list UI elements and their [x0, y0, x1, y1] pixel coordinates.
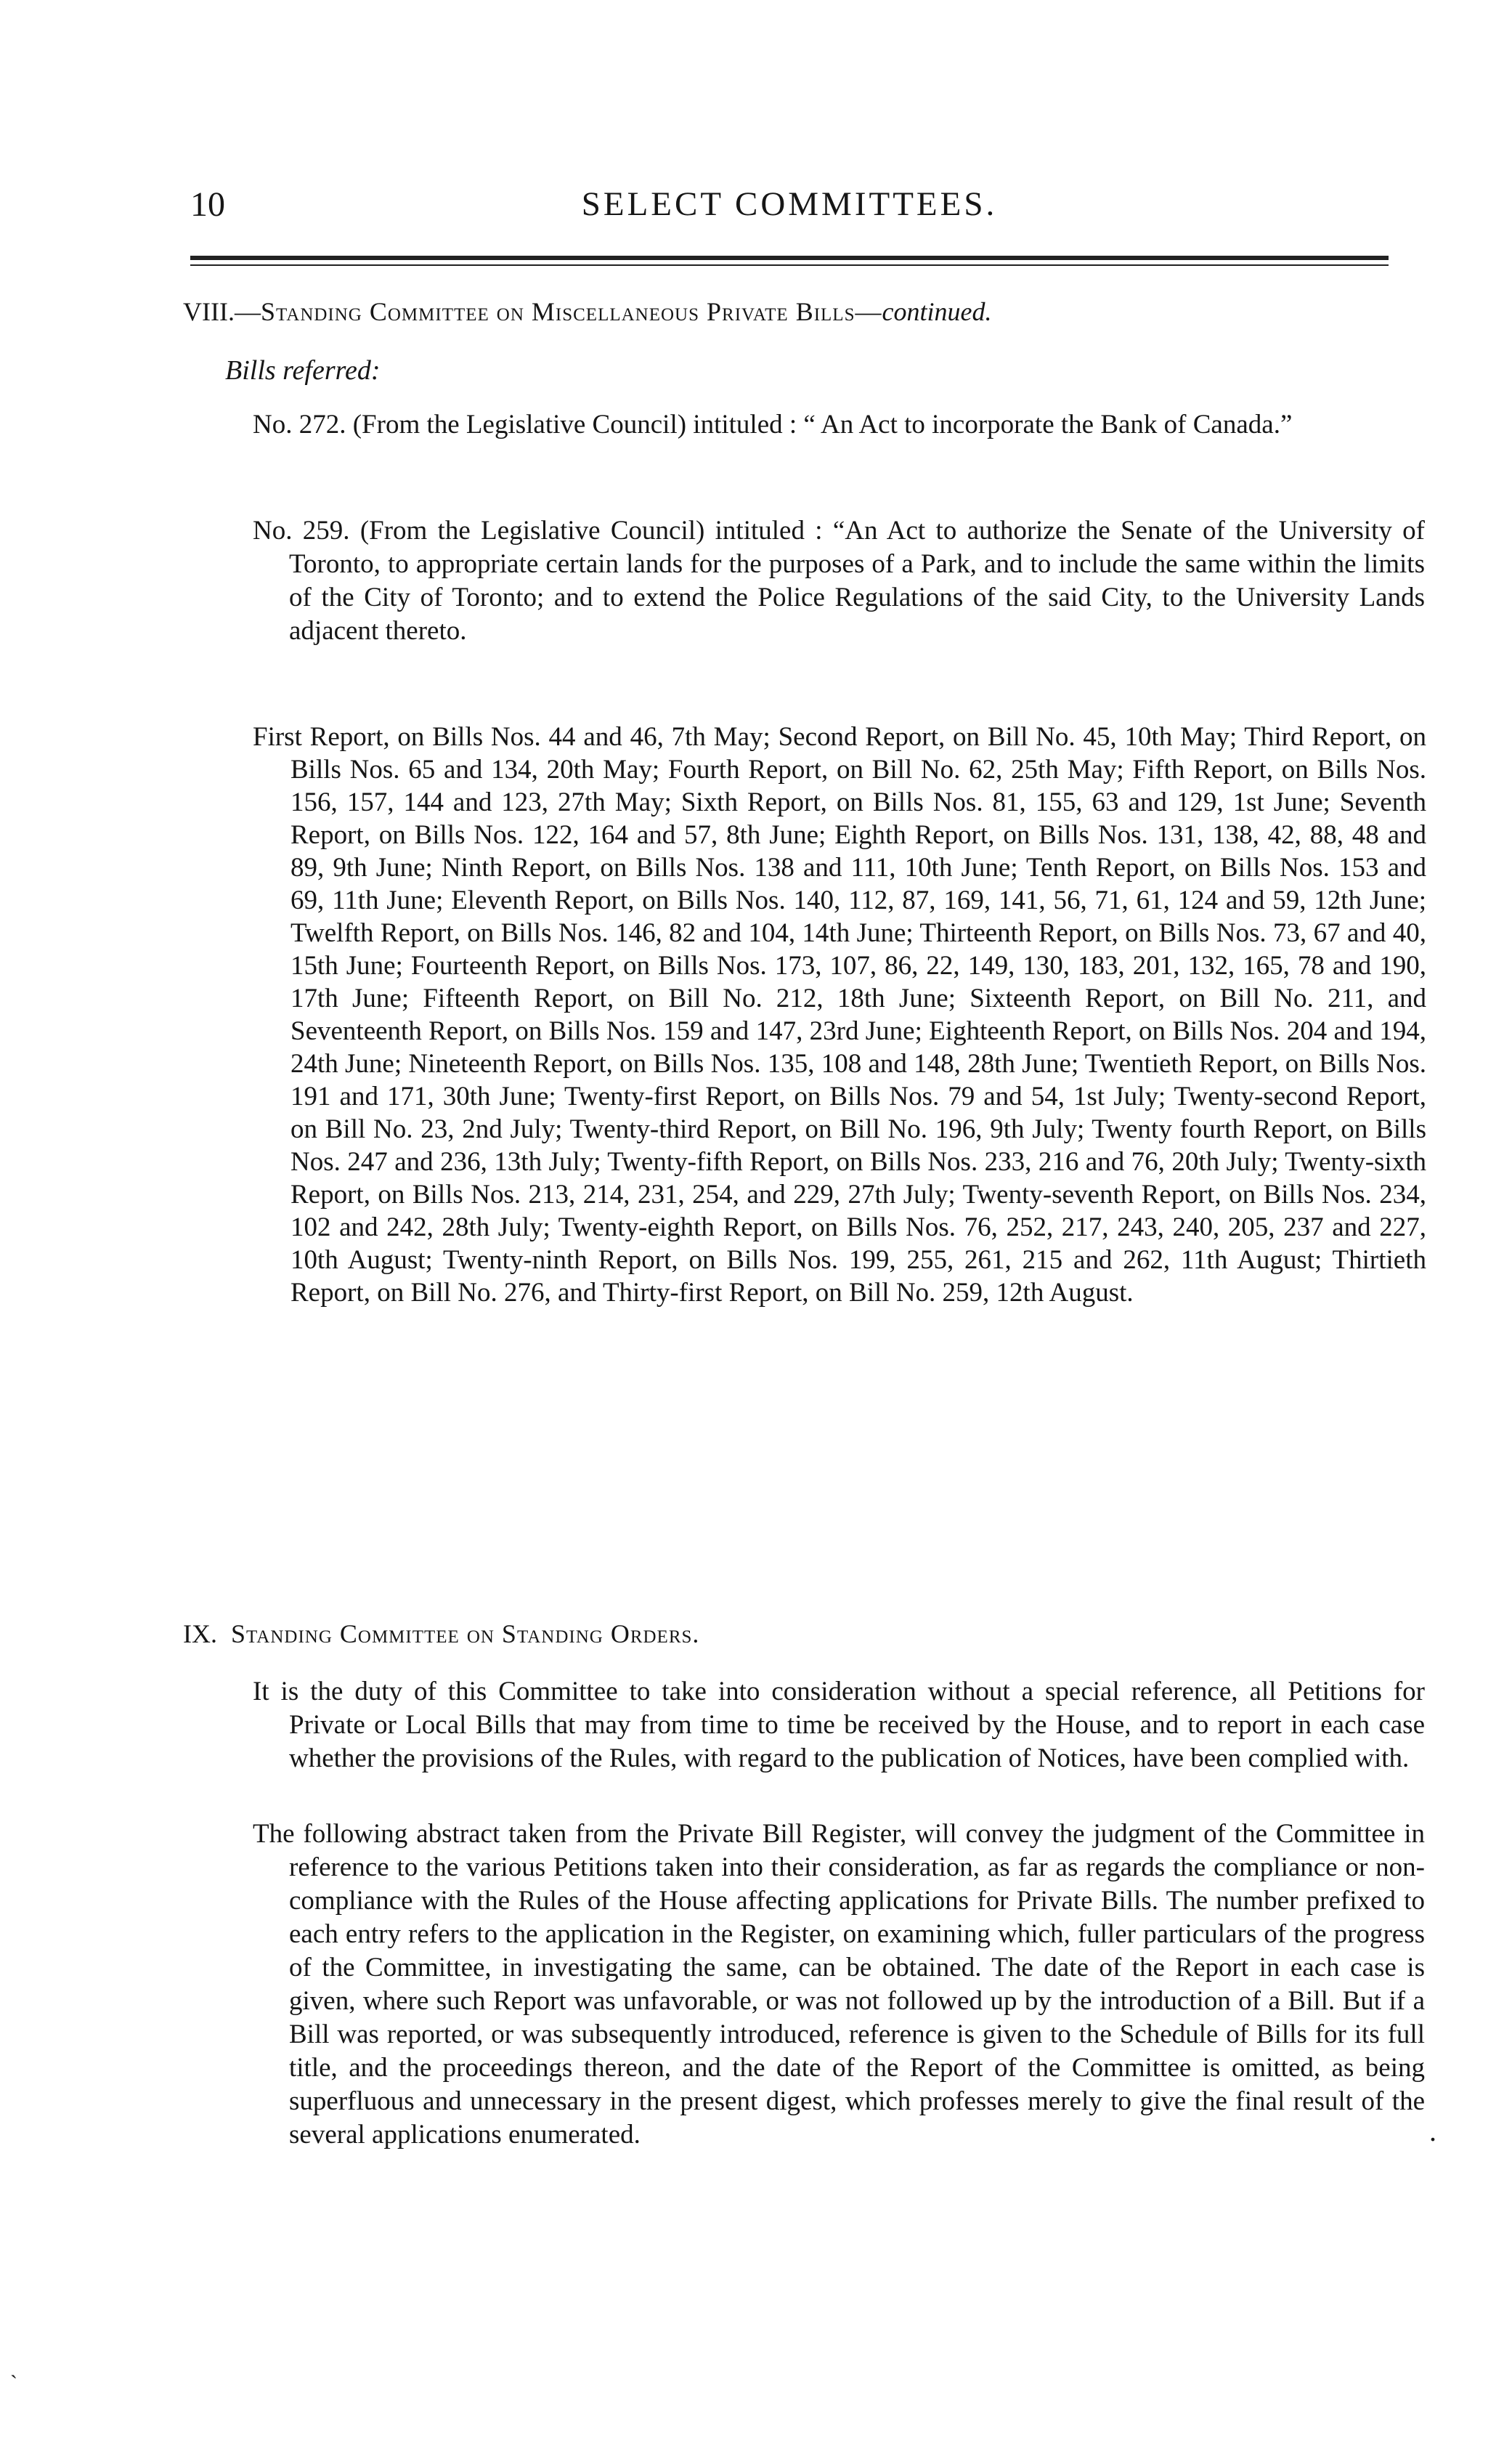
running-head-title: SELECT COMMITTEES. [581, 185, 998, 223]
section-viii-title: Standing Committee on Miscellaneous Private Bills— [260, 297, 882, 326]
section-ix-title: Standing Committee on Standing Orders. [231, 1619, 700, 1648]
page-number: 10 [190, 185, 225, 224]
bill-entry-272: No. 272. (From the Legislative Council) intituled : “ An Act to incorporate the Bank of Canada.” [253, 410, 1293, 439]
bill-entry-259: No. 259. (From the Legislative Council) intituled : “An Act to authorize the Senate of the University of Toronto, to appropriate certain lands for the purposes of a Park, and to include the same within the limits of the City of Toronto; and to extend the Police Regulations of the said City, to the University Lands adjacent thereto. [253, 516, 1425, 646]
header-rule-thick [190, 256, 1389, 260]
header-rule-thin [190, 264, 1389, 266]
private-bill-register-paragraph: The following abstract taken from the Private Bill Register, will convey the judgment of the Committee in reference to the various Petitions taken into their consideration, as far as regards the compliance or non-compliance with the Rules of the House affecting applications for Private Bills. The number prefixed to each entry refers to the application in the Register, on examining which, fuller particulars of the progress of the Committee, in investigating the same, can be obtained. The date of the Report in each case is given, where such Report was unfavorable, or was not followed up by the introduction of a Bill. But if a Bill was reported, or was subsequently introduced, reference is given to the Schedule of Bills for its full title, and the proceedings thereon, and the date of the Report of the Committee is omitted, as being superfluous and unnecessary in the present digest, which professes merely to give the final result of the several applications enumerated. [253, 1819, 1425, 2150]
margin-tick: ` [10, 2371, 17, 2395]
section-viii-heading [183, 296, 991, 327]
bills-referred-label: Bills referred: [225, 355, 381, 386]
committee-reports-list: First Report, on Bills Nos. 44 and 46, 7th May; Second Report, on Bill No. 45, 10th May; Third Report, on Bills Nos. 65 and 134, 20th May; Fourth Report, on Bill No. 62, 25th May; Fifth Report, on Bills Nos. 156, 157, 144 and 123, 27th May; Sixth Report, on Bills Nos. 81, 155, 63 and 129, 1st June; Seventh Report, on Bills Nos. 122, 164 and 57, 8th June; Eighth Report, on Bills Nos. 131, 138, 42, 88, 48 and 89, 9th June; Ninth Report, on Bills Nos. 138 and 111, 10th June; Tenth Report, on Bills Nos. 153 and 69, 11th June; Eleventh Report, on Bills Nos. 140, 112, 87, 169, 141, 56, 71, 61, 124 and 59, 12th June; Twelfth Report, on Bills Nos. 146, 82 and 104, 14th June; Thirteenth Report, on Bills Nos. 73, 67 and 40, 15th June; Fourteenth Report, on Bills Nos. 173, 107, 86, 22, 149, 130, 183, 201, 132, 165, 78 and 190, 17th June; Fifteenth Report, on Bill No. 212, 18th June; Sixteenth Report, on Bill No. 211, and Seventeenth Report, on Bills Nos. 159 and 147, 23rd June; Eighteenth Report, on Bills Nos. 204 and 194, 24th June; Nineteenth Report, on Bills Nos. 135, 108 and 148, 28th June; Twentieth Report, on Bills Nos. 191 and 171, 30th June; Twenty-first Report, on Bills Nos. 79 and 54, 1st July; Twenty-second Report, on Bill No. 23, 2nd July; Twenty-third Report, on Bill No. 196, 9th July; Twenty fourth Report, on Bills Nos. 247 and 236, 13th July; Twenty-fifth Report, on Bills Nos. 233, 216 and 76, 20th July; Twenty-sixth Report, on Bills Nos. 213, 214, 231, 254, and 229, 27th July; Twenty-seventh Report, on Bills Nos. 234, 102 and 242, 28th July; Twenty-eighth Report, on Bills Nos. 76, 252, 217, 243, 240, 205, 237 and 227, 10th August; Twenty-ninth Report, on Bills Nos. 199, 255, 261, 215 and 262, 11th August; Thirtieth Report, on Bill No. 276, and Thirty-first Report, on Bill No. 259, 12th August. [253, 722, 1426, 1308]
section-viii-number: VIII.— [183, 297, 261, 326]
standing-orders-duty-paragraph: It is the duty of this Committee to take into consideration without a special reference, all Petitions for Private or Local Bills that may from time to time be received by the House, and to report in each case whether the provisions of the Rules, with regard to the publication of Notices, have been complied with. [253, 1677, 1425, 1773]
section-ix-number: IX. [183, 1619, 217, 1648]
margin-dot: . [1429, 2115, 1436, 2147]
section-viii-continued: continued. [882, 297, 992, 326]
section-ix-heading [183, 1619, 699, 1649]
page-header [190, 185, 1389, 235]
